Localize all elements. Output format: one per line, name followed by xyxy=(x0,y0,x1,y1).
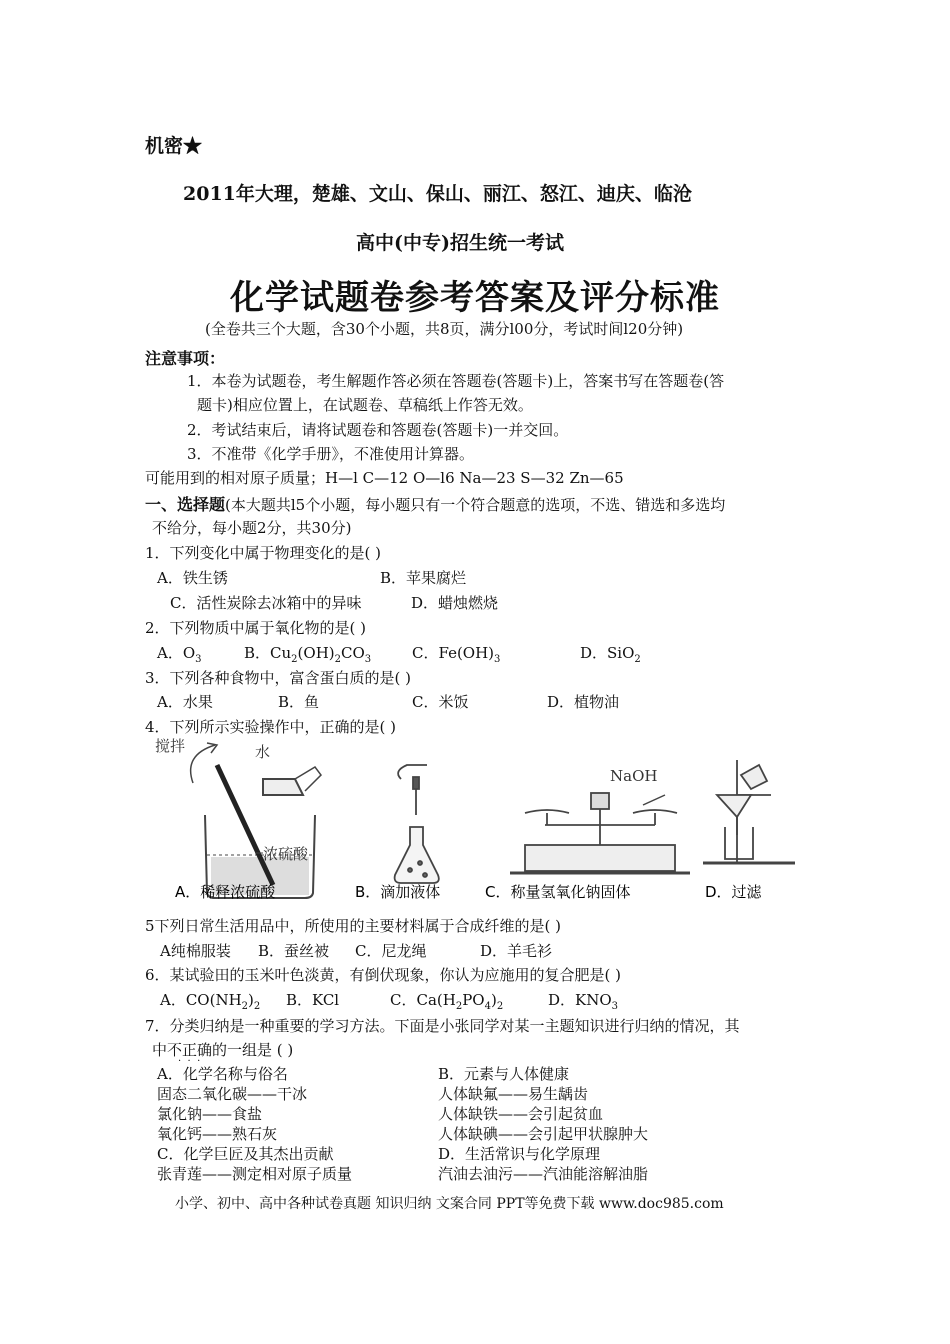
q3-stem: 3．下列各种食物中，富含蛋白质的是( ) xyxy=(145,669,412,687)
q5-stem: 5下列日常生活用品中，所使用的主要材料属于合成纤维的是( ) xyxy=(145,917,562,935)
q1-option-b: B．苹果腐烂 xyxy=(380,569,467,587)
q7-d-title: D．生活常识与化学原理 xyxy=(438,1145,601,1163)
q4-stem: 4．下列所示实验操作中，正确的是( ) xyxy=(145,718,397,736)
q2-option-b: B．$Cu_2(OH)_2CO_3$ xyxy=(244,644,372,665)
figure-b-dropper xyxy=(395,765,439,883)
q1-stem: 1．下列变化中属于物理变化的是( ) xyxy=(145,544,382,562)
page-subtitle: (全卷共三个大题，含30个小题，共8页，满分l00分，考试时间l20分钟) xyxy=(205,320,684,338)
q7-b-title: B．元素与人体健康 xyxy=(438,1065,570,1083)
q6-option-b: B．KCl xyxy=(286,991,340,1009)
q2-stem: 2．下列物质中属于氧化物的是( ) xyxy=(145,619,367,637)
exam-name-line: 高中(中专)招生统一考试 xyxy=(356,232,564,254)
q3-option-b: B．鱼 xyxy=(278,693,320,711)
q7-b-item-1: 人体缺氟——易生龋齿 xyxy=(438,1085,589,1103)
q3-option-d: D．植物油 xyxy=(547,693,620,711)
notes-heading: 注意事项： xyxy=(145,349,226,368)
note-3: 3．不准带《化学手册》，不准使用计算器。 xyxy=(187,445,475,463)
section1-label: 一、选择题 xyxy=(145,495,226,514)
q6-option-a: A．$CO(NH_2)_2$ xyxy=(160,991,261,1012)
section1-desc-a: (本大题共l5个小题，每小题只有一个符合题意的选项，不选、错选和多选均 xyxy=(225,496,726,514)
caption-b: B．滴加液体 xyxy=(355,883,441,901)
note-1b: 题卡)相应位置上，在试题卷、草稿纸上作答无效。 xyxy=(197,396,533,414)
page-title: 化学试题卷参考答案及评分标准 xyxy=(230,278,720,318)
footer-link[interactable]: 小学、初中、高中各种试卷真题 知识归纳 文案合同 PPT等免费下载 www.doc985.com xyxy=(175,1196,724,1212)
q2-option-a: A．$O_3$ xyxy=(157,644,202,665)
emphasis-dots: · · · xyxy=(178,1056,201,1067)
note-2: 2．考试结束后，请将试题卷和答题卷(答题卡)一并交回。 xyxy=(187,421,569,439)
q6-option-d: D．$KNO_3$ xyxy=(548,991,619,1012)
secret-mark: 机密★ xyxy=(145,135,203,157)
q1-option-c: C．活性炭除去冰箱中的异味 xyxy=(170,594,362,612)
fig-label-naoh: NaOH xyxy=(610,767,658,785)
figure-d-filtration xyxy=(703,760,795,863)
q5-option-d: D．羊毛衫 xyxy=(480,942,553,960)
fig-label-water: 水 xyxy=(255,743,271,761)
q7-a-item-3: 氧化钙——熟石灰 xyxy=(157,1125,278,1143)
exam-region-line: 2011年大理，楚雄、文山、保山、丽江、怒江、迪庆、临沧 xyxy=(183,183,692,205)
q7-c-item-1: 张青莲——测定相对原子质量 xyxy=(157,1165,353,1183)
q4-experiment-figure xyxy=(155,735,795,905)
q7-a-title: A．化学名称与俗名 xyxy=(157,1065,288,1083)
caption-a: A．稀释浓硫酸 xyxy=(175,883,276,901)
figure-a-dilution xyxy=(191,743,321,898)
section1-desc-b: 不给分，每小题2分，共30分) xyxy=(152,519,352,537)
q7-stem-a: 7．分类归纳是一种重要的学习方法。下面是小张同学对某一主题知识进行归纳的情况，其 xyxy=(145,1017,740,1035)
q7-b-item-2: 人体缺铁——会引起贫血 xyxy=(438,1105,604,1123)
q5-option-a: A纯棉服装 xyxy=(160,942,231,960)
figure-c-balance xyxy=(510,793,690,873)
note-1a: 1．本卷为试题卷，考生解题作答必须在答题卷(答题卡)上，答案书写在答题卷(答 xyxy=(187,372,725,390)
q6-stem: 6．某试验田的玉米叶色淡黄，有倒伏现象，你认为应施用的复合肥是( ) xyxy=(145,966,622,984)
q7-stem-b: 中不正确的一组是 ( ) xyxy=(152,1041,294,1059)
fig-label-stir: 搅拌 xyxy=(155,737,186,755)
caption-c: C．称量氢氧化钠固体 xyxy=(485,883,631,901)
q5-option-b: B．蚕丝被 xyxy=(258,942,330,960)
q2-option-d: D．SiO$_2$ xyxy=(580,644,641,665)
q6-option-c: C．$Ca(H_2PO_4)_2$ xyxy=(390,991,504,1012)
q7-d-item-1: 汽油去油污——汽油能溶解油脂 xyxy=(438,1165,649,1183)
q7-a-item-1: 固态二氧化碳——干冰 xyxy=(157,1085,308,1103)
q7-b-item-3: 人体缺碘——会引起甲状腺肿大 xyxy=(438,1125,649,1143)
q3-option-c: C．米饭 xyxy=(412,693,469,711)
q1-option-a: A．铁生锈 xyxy=(157,569,228,587)
q7-a-item-2: 氯化钠——食盐 xyxy=(157,1105,263,1123)
q1-option-d: D．蜡烛燃烧 xyxy=(411,594,499,612)
q7-c-title: C．化学巨匠及其杰出贡献 xyxy=(157,1145,334,1163)
q2-option-c: C．$Fe(OH)_3$ xyxy=(412,644,501,665)
section1-line xyxy=(145,492,725,515)
fig-label-acid: 浓硫酸 xyxy=(263,845,309,863)
q5-option-c: C．尼龙绳 xyxy=(355,942,427,960)
atomic-masses: 可能用到的相对原子质量；H—l C—12 O—l6 Na—23 S—32 Zn—65 xyxy=(145,469,624,487)
q3-option-a: A．水果 xyxy=(157,693,213,711)
caption-d: D．过滤 xyxy=(705,883,762,901)
